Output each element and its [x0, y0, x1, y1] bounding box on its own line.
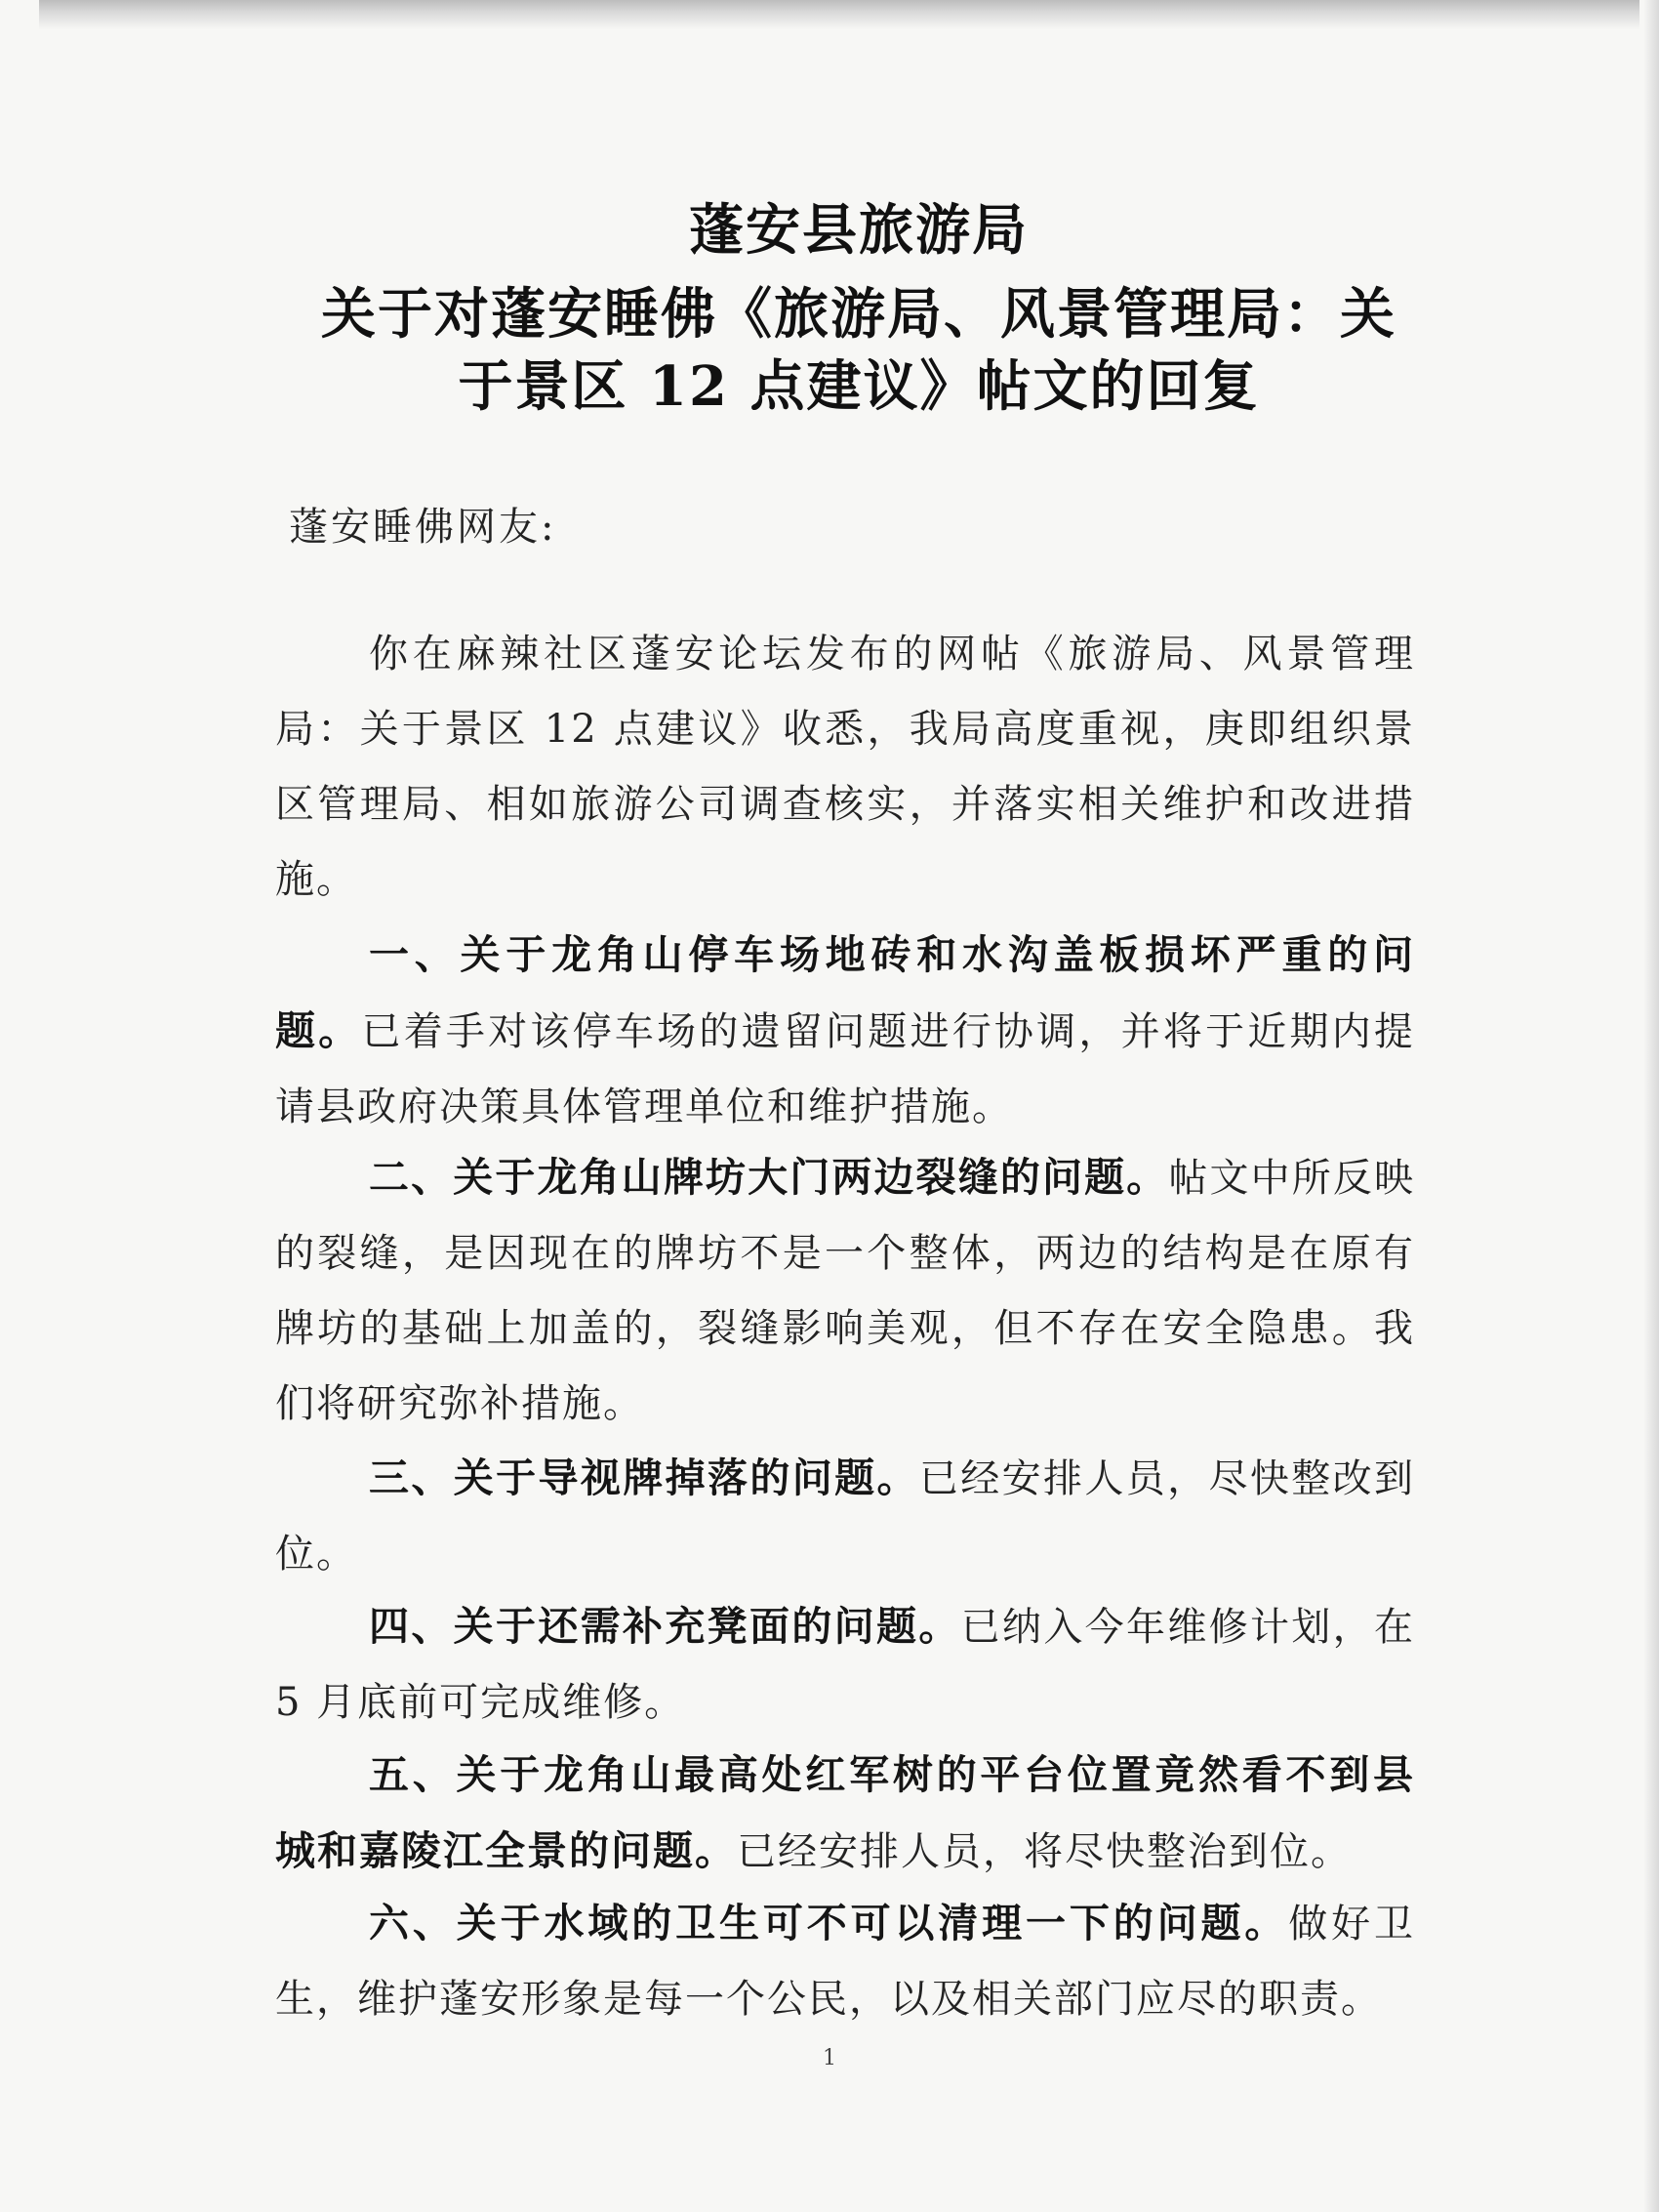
intro-paragraph	[275, 617, 1415, 918]
item-heading: 六、关于水域的卫生可不可以清理一下的问题。	[369, 1900, 1289, 1946]
intro-text: 你在麻辣社区蓬安论坛发布的网帖《旅游局、风景管理局：关于景区 12 点建议》收悉，我局高度重视，庚即组织景区管理局、相如旅游公司调查核实，并落实相关维护和改进措施。	[275, 632, 1415, 902]
item-paragraph-2	[275, 1140, 1415, 1442]
item-heading: 五、关于龙角山最高处红军树的平台位置竟然看不到县城和嘉陵江全景的问题。	[275, 1751, 1415, 1874]
page-number: 1	[823, 2046, 836, 2070]
document-title-line-3: 于景区 12 点建议》帖文的回复	[458, 354, 1260, 419]
item-body: 帖文中所反映的裂缝，是因现在的牌坊不是一个整体，两边的结构是在原有牌坊的基础上加盖的，裂缝影响美观，但不存在安全隐患。我们将研究弥补措施。	[275, 1156, 1415, 1426]
item-heading: 二、关于龙角山牌坊大门两边裂缝的问题。	[369, 1154, 1169, 1201]
item-body: 已经安排人员，将尽快整治到位。	[737, 1829, 1352, 1874]
item-heading: 四、关于还需补充凳面的问题。	[369, 1603, 961, 1650]
document-title-line-2: 关于对蓬安睡佛《旅游局、风景管理局：关	[321, 282, 1396, 347]
item-paragraph-1	[275, 918, 1415, 1145]
document-title-issuer: 蓬安县旅游局	[689, 198, 1029, 263]
item-paragraph-3	[275, 1441, 1415, 1592]
item-body: 已纳入今年维修计划，在 5 月底前可完成维修。	[275, 1605, 1416, 1725]
item-body: 已经安排人员，尽快整改到位。	[275, 1456, 1415, 1577]
item-heading: 三、关于导视牌掉落的问题。	[369, 1454, 919, 1501]
item-paragraph-6	[275, 1886, 1415, 2037]
item-body: 已着手对该停车场的遗留问题进行协调，并将于近期内提请县政府决策具体管理单位和维护措施。	[275, 1009, 1416, 1129]
scan-shadow-top	[39, 0, 1639, 29]
item-body: 做好卫生，维护蓬安形象是每一个公民，以及相关部门应尽的职责。	[275, 1902, 1416, 2022]
item-paragraph-4	[275, 1589, 1415, 1741]
item-paragraph-5	[275, 1738, 1415, 1890]
item-heading: 一、关于龙角山停车场地砖和水沟盖板损坏严重的问题。	[275, 931, 1415, 1054]
salutation: 蓬安睡佛网友:	[289, 505, 557, 550]
